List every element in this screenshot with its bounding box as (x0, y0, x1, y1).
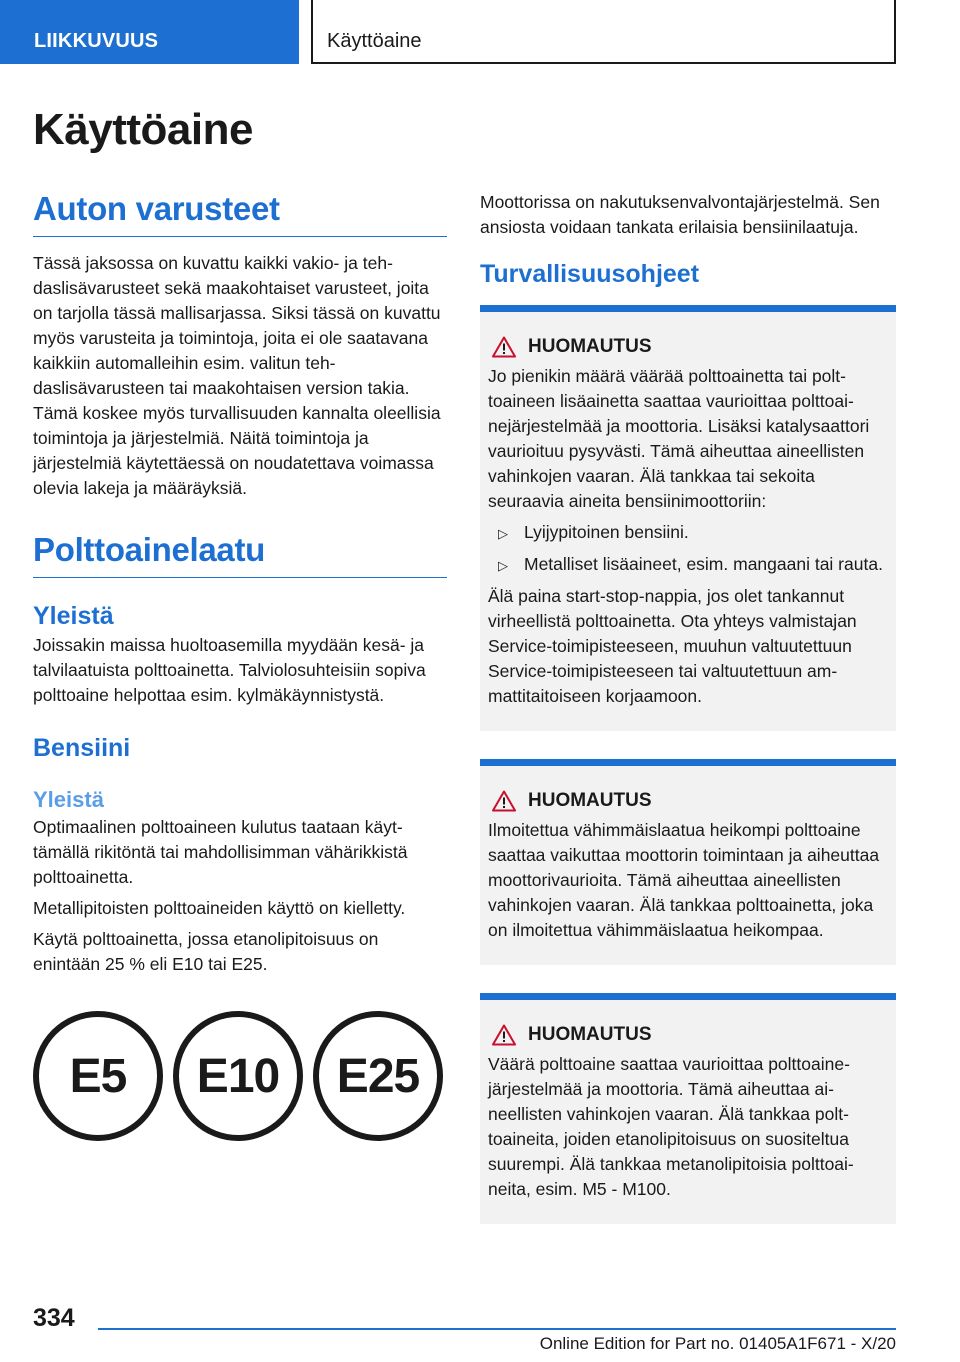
heading-yleista: Yleistä (33, 602, 114, 630)
page-title: Käyttöaine (33, 105, 253, 154)
heading-bensiini: Bensiini (33, 734, 131, 762)
list-item-text: Metalliset lisäaineet, esim. mangaani tai rauta. (524, 554, 883, 574)
heading-auton-varusteet: Auton varusteet (33, 190, 447, 237)
list-item-text: Lyijypitoinen bensiini. (524, 522, 689, 542)
bensiini-paragraph-1: Optimaalinen polttoaineen kulutus taataan käyttämällä rikitöntä tai mahdollisimman vähärikkistä polttoainetta. (33, 817, 408, 887)
notice-text: Väärä polttoaine saattaa vaurioittaa polttoainejärjestelmää ja moottoria. Tämä aiheuttaa aineellisten vahinkojen vaaran. Älä tankkaa polttoaineita, joiden etanolipitoisuus on suositeltua suurempi. Älä tankkaa metanolipitoisia polttoaineita, esim. M5 - M100. (488, 1054, 854, 1199)
warning-triangle-icon (492, 1024, 516, 1046)
yleista-text: Joissakin maissa huoltoasemilla myydään kesä- ja talvilaatuista polttoainetta. Talviolosuhteisiin sopiva polttoaine helpottaa esim. kylmäkäynnistystä. (33, 635, 426, 705)
notice-title: HUOMAUTUS (528, 1024, 652, 1045)
warning-triangle-icon (492, 336, 516, 358)
knock-control-text: Moottorissa on nakutuksenvalvontajärjestelmä. Sen ansiosta voidaan tankata erilaisia bensiinilaatuja. (480, 192, 880, 237)
left-column (33, 190, 447, 1141)
header-chapter-tab: Käyttöaine (311, 0, 896, 64)
notice-text: Jo pienikin määrä väärää polttoainetta tai polttoaineen lisäainetta saattaa vaurioittaa polttoainejärjestelmää ja moottoria. Lisäksi katalysaattori vaurioituu pysyvästi. Tämä aiheuttaa aineellisten vahinkojen vaaran. Älä tankkaa tai sekoita seuraavia aineita bensiinimoottoriin: (488, 366, 870, 511)
notice-title: HUOMAUTUS (528, 336, 652, 357)
bullet-triangle-icon: ▷ (498, 526, 508, 541)
bullet-triangle-icon: ▷ (498, 558, 508, 573)
notice-text: Ilmoitettua vähimmäislaatua heikompi polttoaine saattaa vaikuttaa moottorin toimintaan ja aiheuttaa moottorivaurioita. Tämä aiheuttaa aineellisten vahinkojen vaaran. Älä tankkaa polttoainetta, joka on ilmoitettua vähimmäislaatua heikompaa. (488, 820, 880, 940)
footer-edition-text: Online Edition for Part no. 01405A1F671 - X/20 (539, 1334, 896, 1353)
notice-text-after: Älä paina start-stop-nappia, jos olet tankannut virheellistä polttoainetta. Ota yhteys valmistajan Service-toimipisteeseen, muuhun valtuutettuun Service-toimipisteeseen tai valtuutettuun ammattitaitoiseen korjaamoon. (488, 586, 857, 706)
auton-varusteet-text: Tässä jaksossa on kuvattu kaikki vakio- ja tehdaslisävarusteet sekä maakohtaiset varusteet, joita on tarjolla tässä mallisarjassa. Siksi tässä on kuvattu myös varusteita ja toimintoja, joita ei ole saatavana kaikkiin automalleihin esim. valitun tehdaslisävarusteen tai maakohtaisen version takia. Tämä koskee myös turvallisuuden kannalta oleellisia toimintoja ja järjestelmiä. Näitä toimintoja ja järjestelmiä käytettäessä on noudatettava voimassa olevia lakeja ja määräyksiä. (33, 253, 441, 498)
right-column (480, 190, 896, 1224)
fuel-label-badges (33, 1011, 447, 1141)
heading-turvallisuusohjeet: Turvallisuusohjeet (480, 260, 700, 288)
warning-triangle-icon (492, 790, 516, 812)
fuel-badge-e25: E25 (313, 1011, 443, 1141)
footer-divider (98, 1328, 896, 1330)
heading-bensiini-yleista: Yleistä (33, 787, 104, 812)
fuel-badge-e10: E10 (173, 1011, 303, 1141)
notice-title: HUOMAUTUS (528, 790, 652, 811)
list-item (488, 552, 888, 578)
page-number: 334 (33, 1304, 75, 1332)
fuel-badge-e5: E5 (33, 1011, 163, 1141)
list-item (488, 520, 888, 546)
bensiini-paragraph-2: Metallipitoisten polttoaineiden käyttö on kielletty. (33, 898, 406, 918)
bensiini-paragraph-3: Käytä polttoainetta, jossa etanolipitoisuus on enintään 25 % eli E10 tai E25. (33, 929, 379, 974)
header-section-tab: LIIKKUVUUS (0, 0, 299, 64)
notice-box-3 (480, 993, 896, 1224)
notice-box-2 (480, 759, 896, 965)
heading-polttoainelaatu: Polttoainelaatu (33, 531, 447, 578)
notice-box-1 (480, 305, 896, 731)
